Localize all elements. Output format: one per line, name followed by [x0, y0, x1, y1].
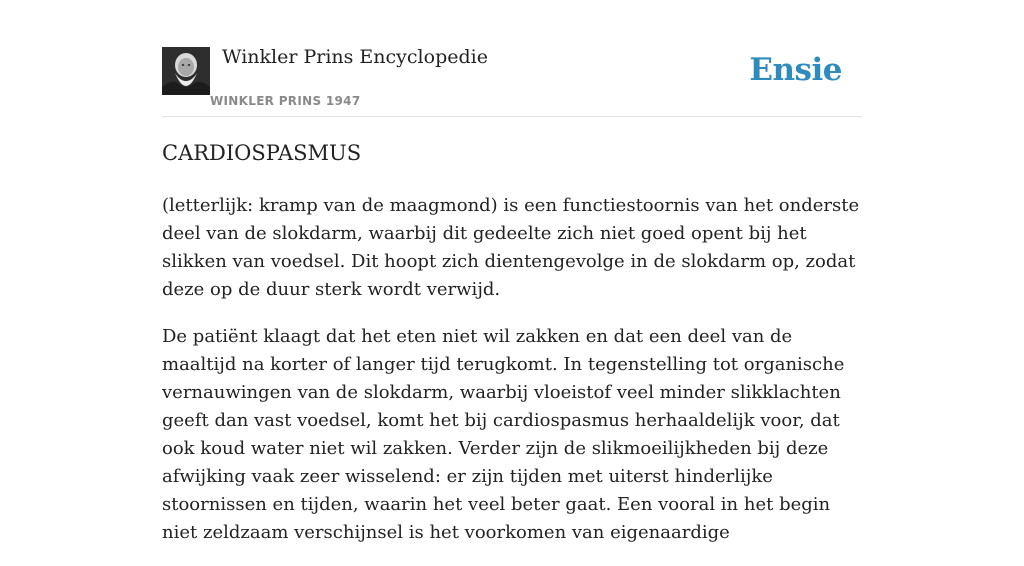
header [162, 0, 862, 117]
entry-body [162, 192, 862, 566]
page [162, 0, 862, 543]
entry-paragraph: De patiënt klaagt dat het eten niet wil zakken en dat een deel van de maaltijd na korter of langer tijd terugkomt. In tegenstelling tot organische vernauwingen van de slokdarm, waarbij vloeistof veel minder slikklachten geeft dan vast voedsel, komt het bij cardiospasmus herhaaldelijk voor, dat ook koud water niet wil zakken. Verder zijn de slikmoeilijkheden bij deze afwijking vaak zeer wisselend: er zijn tijden met uiterst hinderlijke stoornissen en tijden, waarin het veel beter gaat. Een vooral in het begin niet zeldzaam verschijnsel is het voorkomen van eigenaardige [162, 326, 845, 543]
source-title[interactable]: Winkler Prins Encyclopedie [222, 46, 488, 68]
ensie-logo-link[interactable]: Ensie [749, 52, 842, 88]
entry-paragraph: (letterlijk: kramp van de maagmond) is een functiestoornis van het onderste deel van de slokdarm, waarbij dit gedeelte zich niet goed opent bij het slikken van voedsel. Dit hoopt zich dientengevolge in de slokdarm op, zodat deze op de duur sterk wordt verwijd. [162, 195, 860, 300]
entry-title: CARDIOSPASMUS [162, 141, 362, 165]
source-subtitle[interactable]: WINKLER PRINS 1947 [210, 94, 361, 108]
portrait-avatar-icon [162, 47, 210, 95]
source-avatar[interactable] [162, 47, 210, 95]
